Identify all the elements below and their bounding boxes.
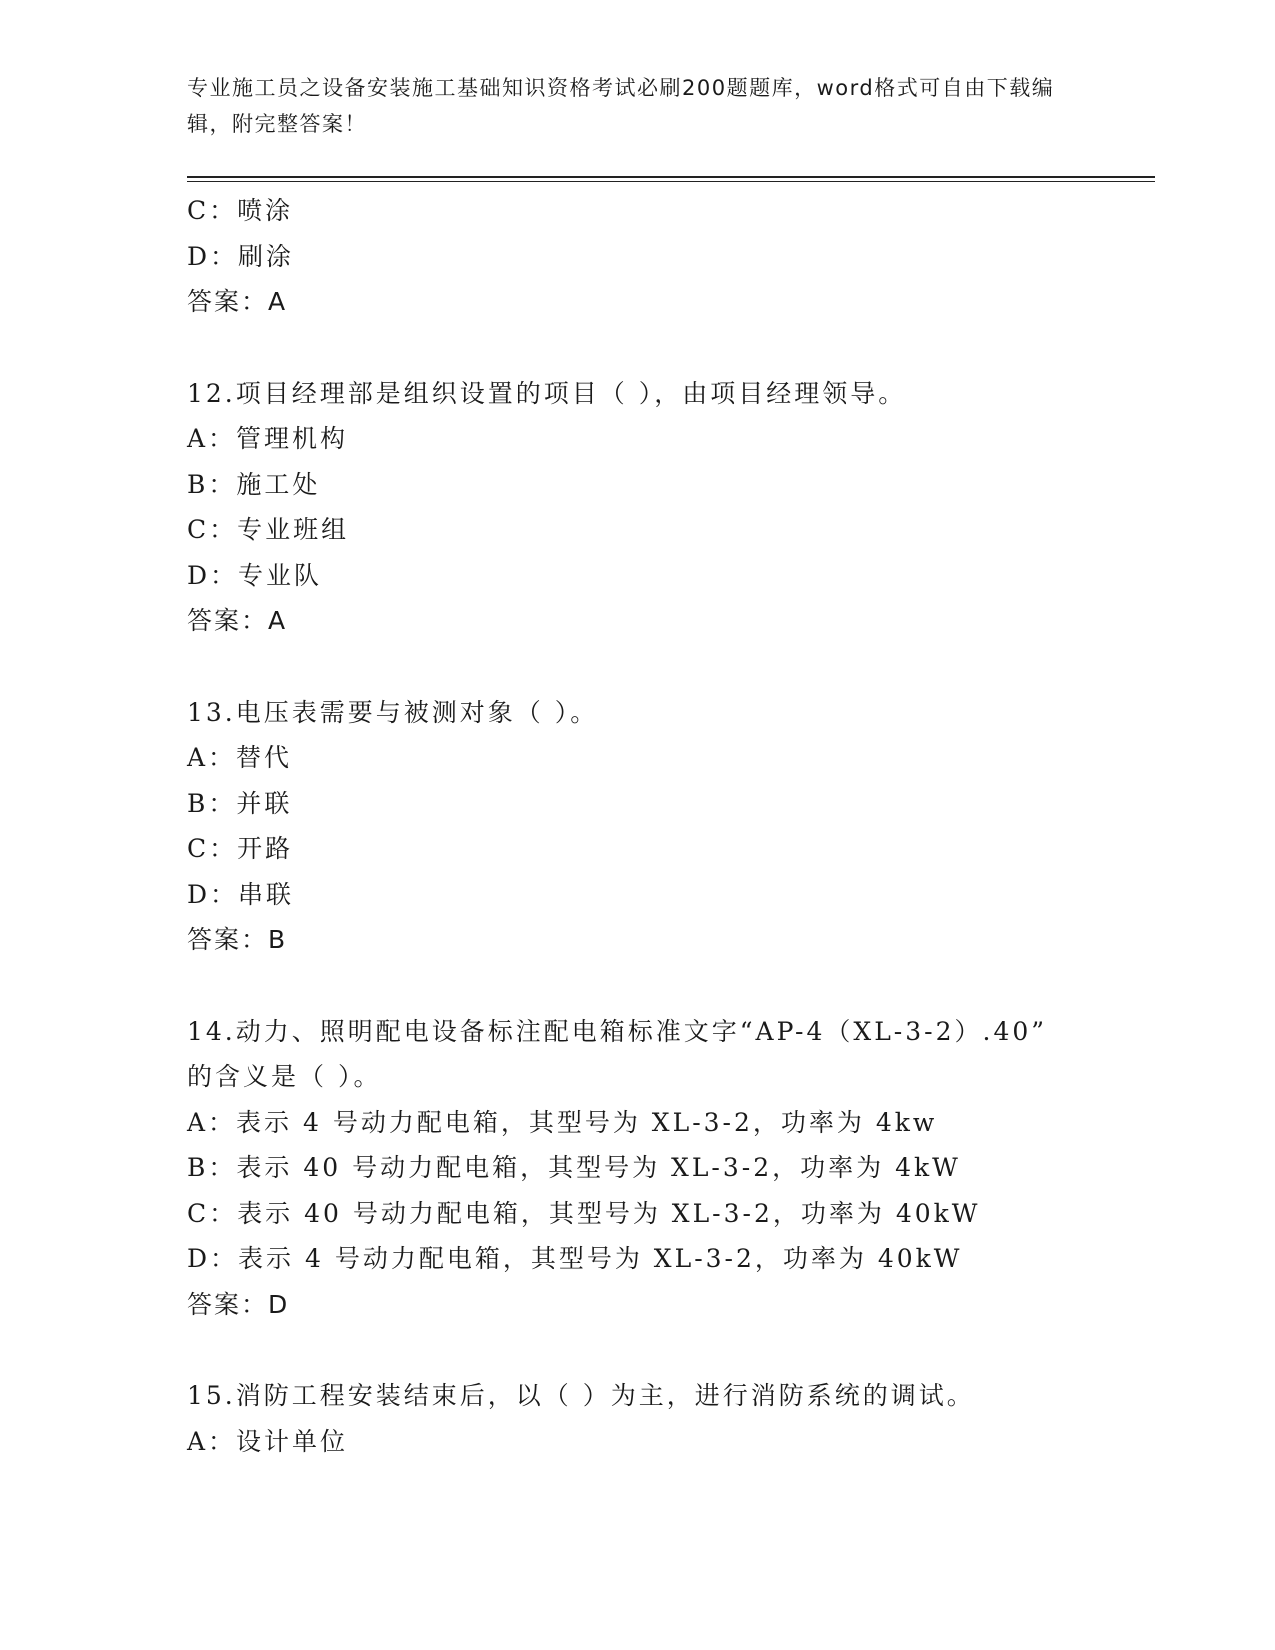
spacer — [187, 325, 1155, 371]
document-header — [187, 70, 1087, 142]
header-divider — [187, 176, 1155, 178]
question-15 — [187, 1373, 1155, 1464]
option-a: A：替代 — [187, 743, 293, 772]
spacer — [187, 644, 1155, 690]
option-a: A：管理机构 — [187, 424, 349, 453]
option-c: C：开路 — [187, 834, 294, 863]
spacer — [187, 963, 1155, 1009]
answer: 答案：A — [187, 287, 288, 316]
header-title: 专业施工员之设备安装施工基础知识资格考试必刷200题题库，word格式可自由下载编辑，附完整答案！ — [187, 76, 1055, 136]
spacer — [187, 1327, 1155, 1373]
answer: 答案：D — [187, 1289, 290, 1319]
option-d: D：专业队 — [187, 560, 323, 590]
header-divider-thin — [187, 181, 1155, 182]
question-12 — [187, 371, 1155, 644]
question-stem: 13.电压表需要与被测对象（ ）。 — [187, 697, 599, 727]
option-a: A：设计单位 — [187, 1426, 349, 1456]
option-c: C：喷涂 — [187, 196, 294, 225]
option-b: B：表示 40 号动力配电箱，其型号为 XL-3-2，功率为 4kW — [187, 1153, 961, 1182]
option-b: B：施工处 — [187, 469, 321, 499]
question-stem-line-1: 14.动力、照明配电设备标注配电箱标准文字“AP-4（XL-3-2）.40” — [187, 1016, 1048, 1046]
option-c: C：表示 40 号动力配电箱，其型号为 XL-3-2，功率为 40kW — [187, 1198, 981, 1228]
option-d: D：表示 4 号动力配电箱，其型号为 XL-3-2，功率为 40kW — [187, 1244, 963, 1273]
question-stem-line-2: 的含义是（ ）。 — [187, 1062, 382, 1091]
question-stem: 12.项目经理部是组织设置的项目（ ），由项目经理领导。 — [187, 378, 907, 408]
option-d: D：串联 — [187, 879, 295, 909]
question-14 — [187, 1009, 1155, 1328]
answer: 答案：A — [187, 606, 288, 635]
option-a: A：表示 4 号动力配电箱，其型号为 XL-3-2，功率为 4kw — [187, 1107, 938, 1137]
answer: 答案：B — [187, 925, 288, 954]
question-stem: 15.消防工程安装结束后，以（ ）为主，进行消防系统的调试。 — [187, 1381, 975, 1410]
option-d: D：刷涂 — [187, 241, 295, 271]
option-c: C：专业班组 — [187, 515, 350, 544]
question-11-tail — [187, 188, 1155, 325]
question-13 — [187, 690, 1155, 963]
question-list — [187, 188, 1155, 1464]
option-b: B：并联 — [187, 788, 293, 818]
